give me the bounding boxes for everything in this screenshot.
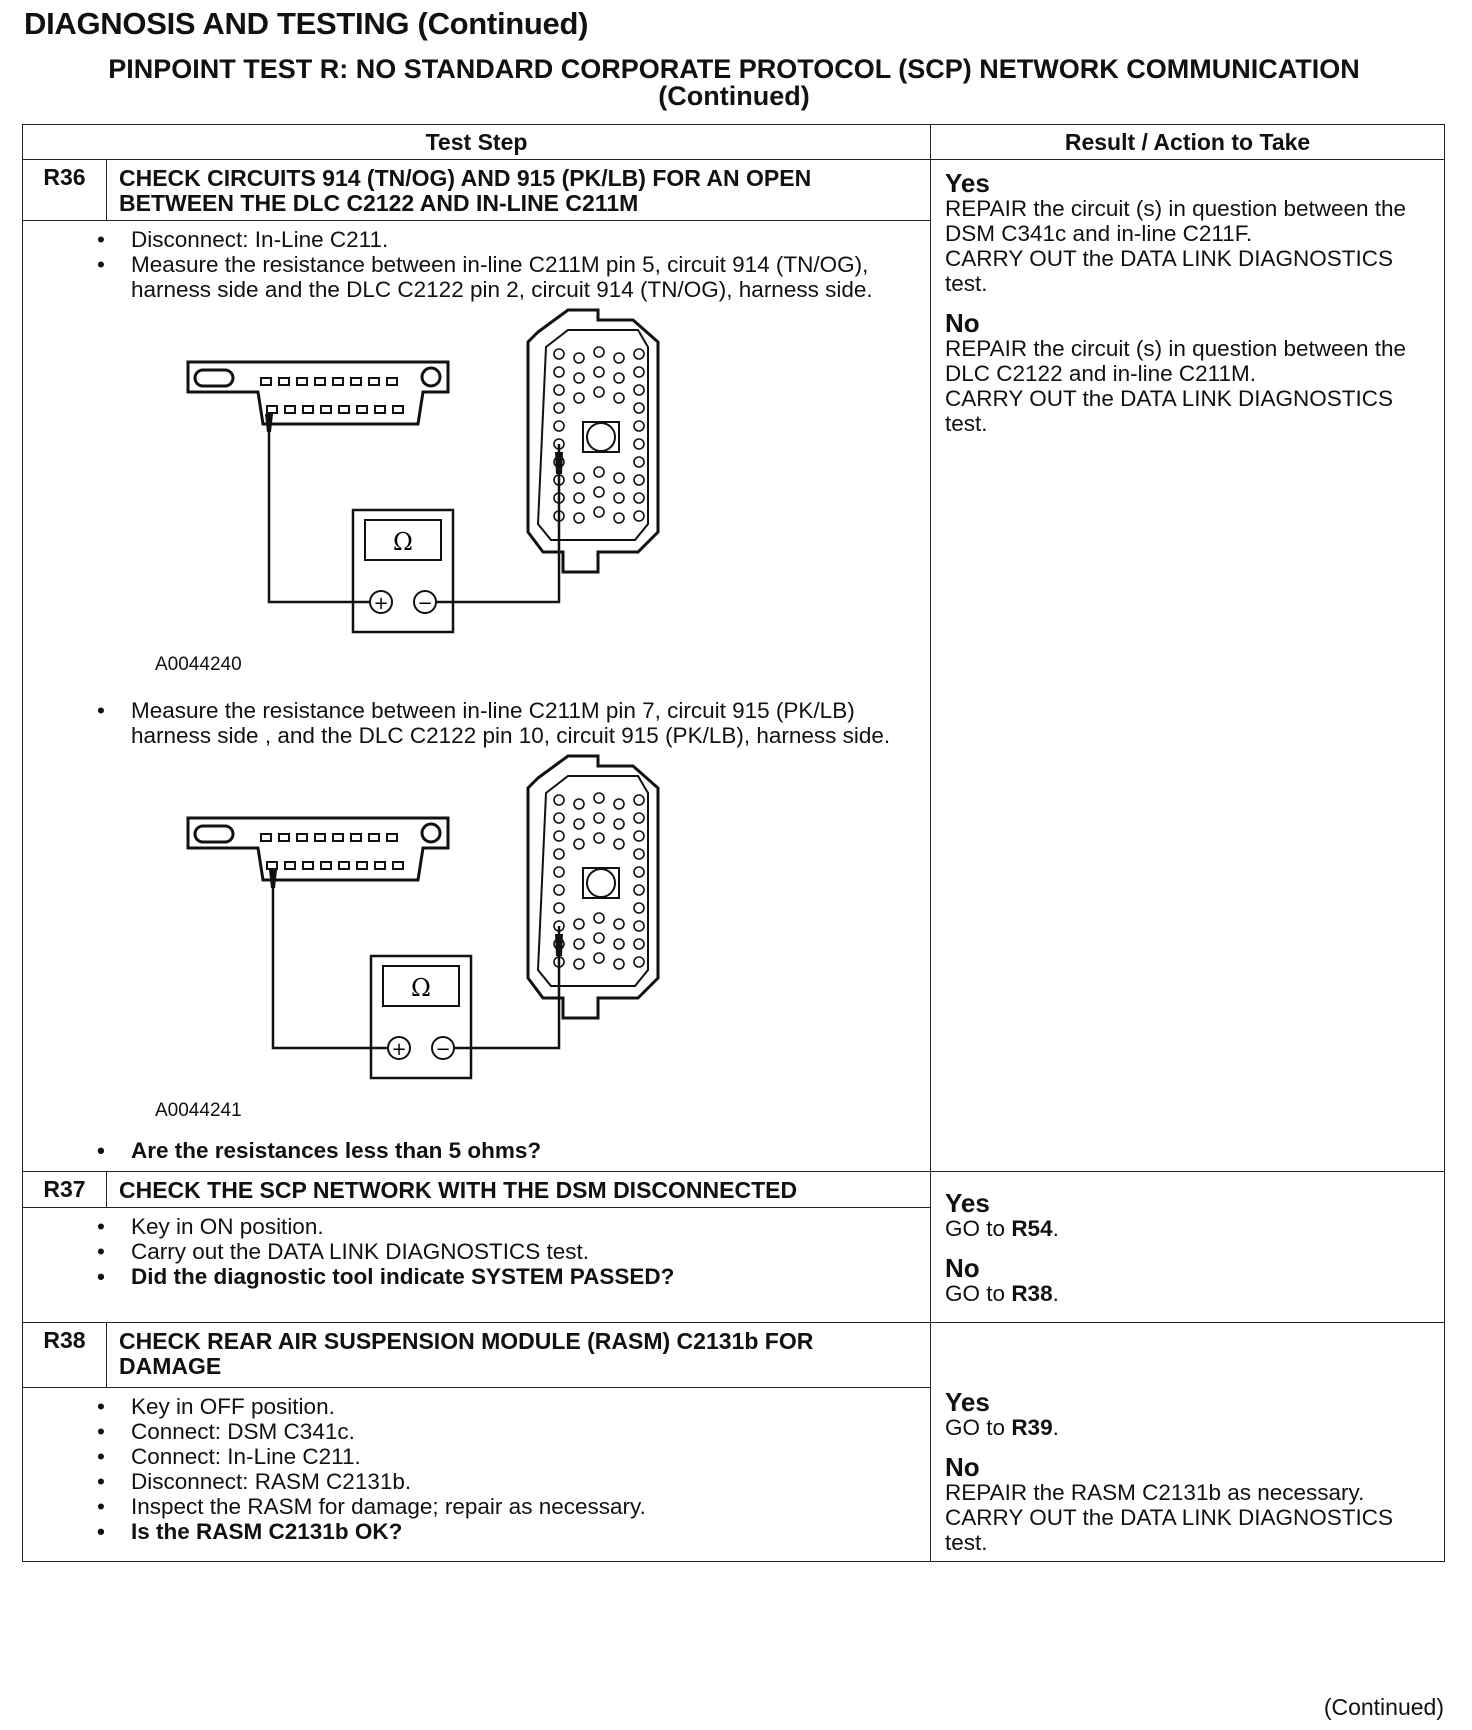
dlc-mount-hole: [422, 368, 440, 386]
test-step-table: [22, 124, 1445, 1562]
step-item: • Disconnect: In-Line C211.: [131, 227, 930, 252]
step-title-r37: CHECK THE SCP NETWORK WITH THE DSM DISCONNECTED: [107, 1172, 931, 1208]
goto-r38-link[interactable]: R38: [1011, 1281, 1053, 1306]
plus-symbol: +: [373, 593, 389, 614]
ohm-symbol: Ω: [411, 974, 431, 1002]
step-item: • Disconnect: RASM C2131b.: [131, 1469, 930, 1494]
step-item: • Carry out the DATA LINK DIAGNOSTICS test.: [131, 1239, 930, 1264]
yes-text: GO to R54.: [945, 1216, 1059, 1241]
col-test-step: Test Step: [23, 125, 931, 160]
step-title-r36: CHECK CIRCUITS 914 (TN/OG) AND 915 (PK/LB) FOR AN OPEN BETWEEN THE DLC C2122 AND IN-LINE C211M: [107, 160, 931, 221]
step-item: • Key in OFF position.: [131, 1394, 930, 1419]
circuit-diagram: [173, 302, 733, 652]
step-item: • Inspect the RASM for damage; repair as necessary.: [131, 1494, 930, 1519]
result-r36: [931, 160, 1445, 1172]
step-item: • Key in ON position.: [131, 1214, 930, 1239]
goto-r54-link[interactable]: R54: [1011, 1216, 1053, 1241]
result-r37: [931, 1172, 1445, 1323]
result-r38: [931, 1323, 1445, 1562]
no-label: No: [945, 308, 980, 338]
step-row-r36-header: [23, 160, 1445, 221]
yes-text: REPAIR the circuit (s) in question between the DSM C341c and in-line C211F.: [945, 196, 1407, 246]
yes-label: Yes: [945, 168, 990, 198]
minus-symbol: −: [417, 593, 433, 614]
minus-symbol: −: [435, 1039, 451, 1060]
no-text: REPAIR the RASM C2131b as necessary.: [945, 1480, 1365, 1505]
figure-a0044240: [23, 302, 930, 682]
no-label: No: [945, 1452, 980, 1482]
plus-symbol: +: [391, 1039, 407, 1060]
step-body-r36: [23, 221, 931, 1172]
no-text: REPAIR the circuit (s) in question between the DLC C2122 and in-line C211M.: [945, 336, 1407, 386]
step-question: • Are the resistances less than 5 ohms?: [131, 1138, 930, 1163]
page-title: DIAGNOSIS AND TESTING (Continued): [24, 6, 589, 41]
step-id-r37: R37: [23, 1172, 107, 1208]
no-text: CARRY OUT the DATA LINK DIAGNOSTICS test.: [945, 1505, 1394, 1555]
step-id-r38: R38: [23, 1323, 107, 1388]
figure-id-label: A0044240: [155, 654, 242, 675]
no-label: No: [945, 1253, 980, 1283]
table-header-row: [23, 125, 1445, 160]
no-text: CARRY OUT the DATA LINK DIAGNOSTICS test.: [945, 386, 1394, 436]
step-item: • Connect: In-Line C211.: [131, 1444, 930, 1469]
step-question: • Did the diagnostic tool indicate SYSTEM PASSED?: [131, 1264, 930, 1289]
step-item: • Measure the resistance between in-line C211M pin 5, circuit 914 (TN/OG), harness side and the DLC C2122 pin 2, circuit 914 (TN/OG), harness side.: [131, 252, 930, 302]
pinpoint-test-title: [24, 56, 1444, 110]
circuit-diagram: [173, 748, 733, 1098]
step-body-r38: [23, 1387, 931, 1562]
figure-id-label: A0044241: [155, 1100, 242, 1121]
step-question: • Is the RASM C2131b OK?: [131, 1519, 930, 1544]
step-row-r37-header: [23, 1172, 1445, 1208]
continued-note: (Continued): [1323, 1694, 1444, 1720]
dlc-mount-slot: [195, 370, 233, 386]
yes-label: Yes: [945, 1387, 990, 1417]
yes-text: CARRY OUT the DATA LINK DIAGNOSTICS test.: [945, 246, 1394, 296]
step-id-r36: R36: [23, 160, 107, 221]
no-text: GO to R38.: [945, 1281, 1059, 1306]
test-lead-positive: [269, 412, 370, 602]
step-item: • Connect: DSM C341c.: [131, 1419, 930, 1444]
step-title-r38: CHECK REAR AIR SUSPENSION MODULE (RASM) C2131b FOR DAMAGE: [107, 1323, 931, 1388]
yes-label: Yes: [945, 1188, 990, 1218]
test-title-line1: PINPOINT TEST R: NO STANDARD CORPORATE PROTOCOL (SCP) NETWORK COMMUNICATION: [108, 54, 1360, 84]
step-body-r37: [23, 1208, 931, 1323]
step-row-r38-header: [23, 1323, 1445, 1388]
figure-a0044241: [23, 748, 930, 1128]
yes-text: GO to R39.: [945, 1415, 1059, 1440]
test-title-line2: (Continued): [658, 81, 810, 111]
col-result: Result / Action to Take: [931, 125, 1445, 160]
goto-r39-link[interactable]: R39: [1011, 1415, 1053, 1440]
step-item: • Measure the resistance between in-line C211M pin 7, circuit 915 (PK/LB) harness side , and the DLC C2122 pin 10, circuit 915 (PK/LB), harness side.: [131, 698, 930, 748]
ohm-symbol: Ω: [393, 528, 413, 556]
